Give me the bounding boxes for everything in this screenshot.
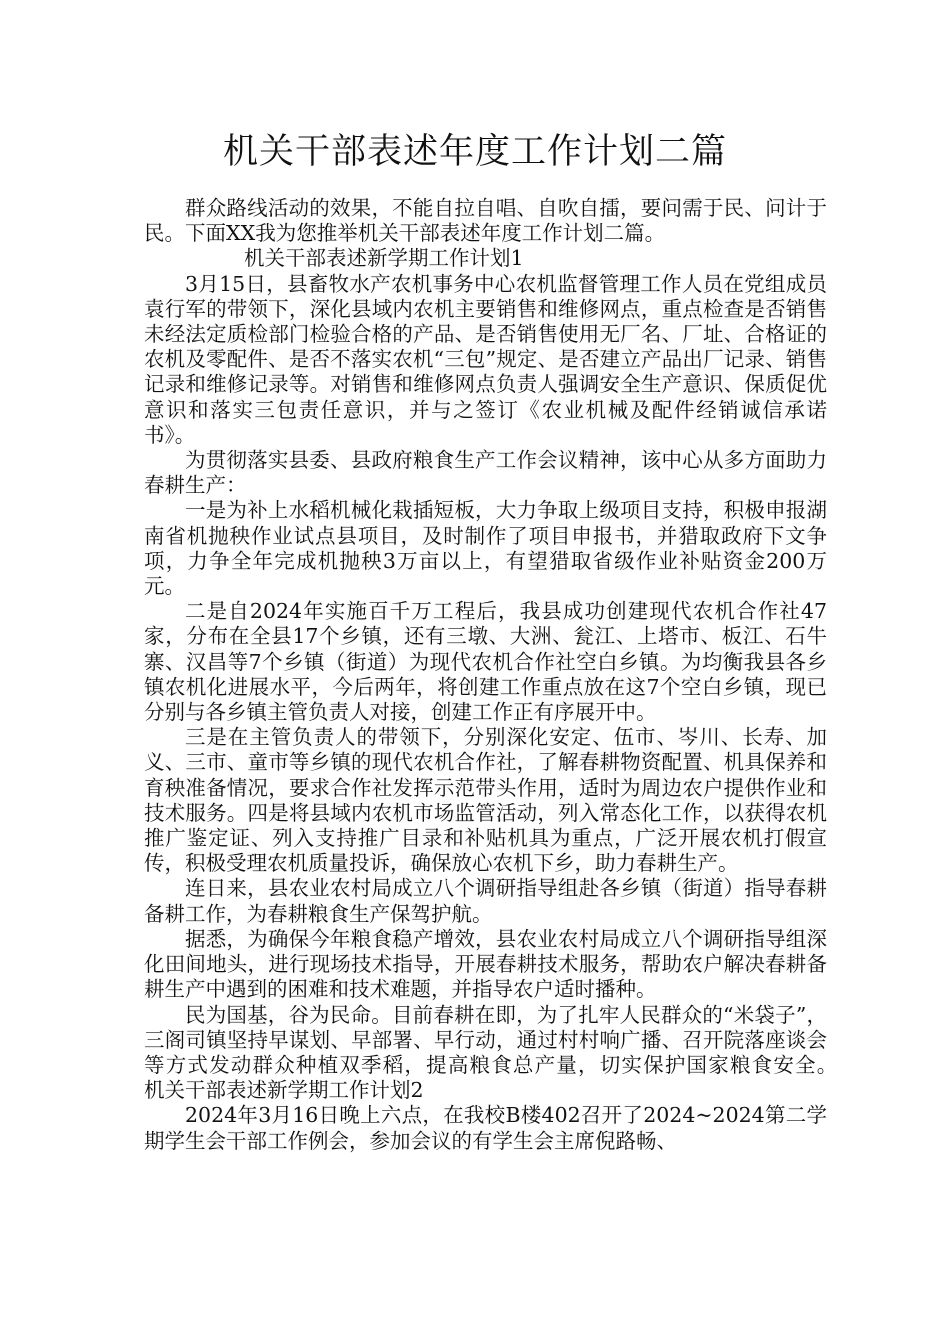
- body-paragraph: 一是为补上水稻机械化栽插短板，大力争取上级项目支持，积极申报湖南省机抛秧作业试点县项目，及时制作了项目申报书，并猎取政府下文争项，力争全年完成机抛秧3万亩以上，有望猎取省级作业补贴资金200万元。: [144, 498, 827, 599]
- body-paragraph: 二是自2024年实施百千万工程后，我县成功创建现代农机合作社47家，分布在全县17个乡镇，还有三墩、大洲、瓮江、上塔市、板江、石牛寨、汉昌等7个乡镇（街道）为现代农机合作社空白乡镇。为均衡我县各乡镇农机化进展水平，今后两年，将创建工作重点放在这7个空白乡镇，现已分别与各乡镇主管负责人对接，创建工作正有序展开中。: [144, 599, 827, 725]
- body-paragraph: 据悉，为确保今年粮食稳产增效，县农业农村局成立八个调研指导组深化田间地头，进行现场技术指导，开展春耕技术服务，帮助农户解决春耕备耕生产中遇到的困难和技术难题，并指导农户适时播种。: [144, 926, 827, 1002]
- body-paragraph: 三是在主管负责人的带领下，分别深化安定、伍市、岑川、长寿、加义、三市、童市等乡镇的现代农机合作社，了解春耕物资配置、机具保养和育秧准备情况，要求合作社发挥示范带头作用，适时为周边农户提供作业和技术服务。四是将县域内农机市场监管活动，列入常态化工作，以获得农机推广鉴定证、列入支持推广目录和补贴机具为重点，广泛开展农机打假宣传，积极受理农机质量投诉，确保放心农机下乡，助力春耕生产。: [144, 725, 827, 876]
- body-paragraph: 为贯彻落实县委、县政府粮食生产工作会议精神，该中心从多方面助力春耕生产：: [144, 448, 827, 498]
- document-body: [144, 196, 868, 1154]
- body-paragraph: 3月15日，县畜牧水产农机事务中心农机监督管理工作人员在党组成员袁行军的带领下，深化县域内农机主要销售和维修网点，重点检查是否销售未经法定质检部门检验合格的产品、是否销售使用无厂名、厂址、合格证的农机及零配件、是否不落实农机“三包”规定、是否建立产品出厂记录、销售记录和维修记录等。对销售和维修网点负责人强调安全生产意识、保质促优意识和落实三包责任意识，并与之签订《农业机械及配件经销诚信承诺书》。: [144, 271, 827, 447]
- body-paragraph: 民为国基，谷为民命。目前春耕在即，为了扎牢人民群众的“米袋子”，三阁司镇坚持早谋划、早部署、早行动，通过村村响广播、召开院落座谈会等方式发动群众种植双季稻，提高粮食总产量，切实保护国家粮食安全。 机关干部表述新学期工作计划2: [144, 1002, 868, 1103]
- body-paragraph: 连日来，县农业农村局成立八个调研指导组赴各乡镇（街道）指导春耕备耕工作，为春耕粮食生产保驾护航。: [144, 876, 827, 926]
- body-paragraph: 2024年3月16日晚上六点，在我校B楼402召开了2024~2024第二学期学生会干部工作例会，参加会议的有学生会主席倪路畅、: [144, 1103, 827, 1153]
- body-paragraph: 群众路线活动的效果，不能自拉自唱、自吹自擂，要问需于民、问计于民。下面XX我为您推举机关干部表述年度工作计划二篇。: [144, 196, 827, 246]
- document-title: 机关干部表述年度工作计划二篇: [222, 132, 727, 172]
- section-heading: 机关干部表述新学期工作计划1: [244, 246, 524, 271]
